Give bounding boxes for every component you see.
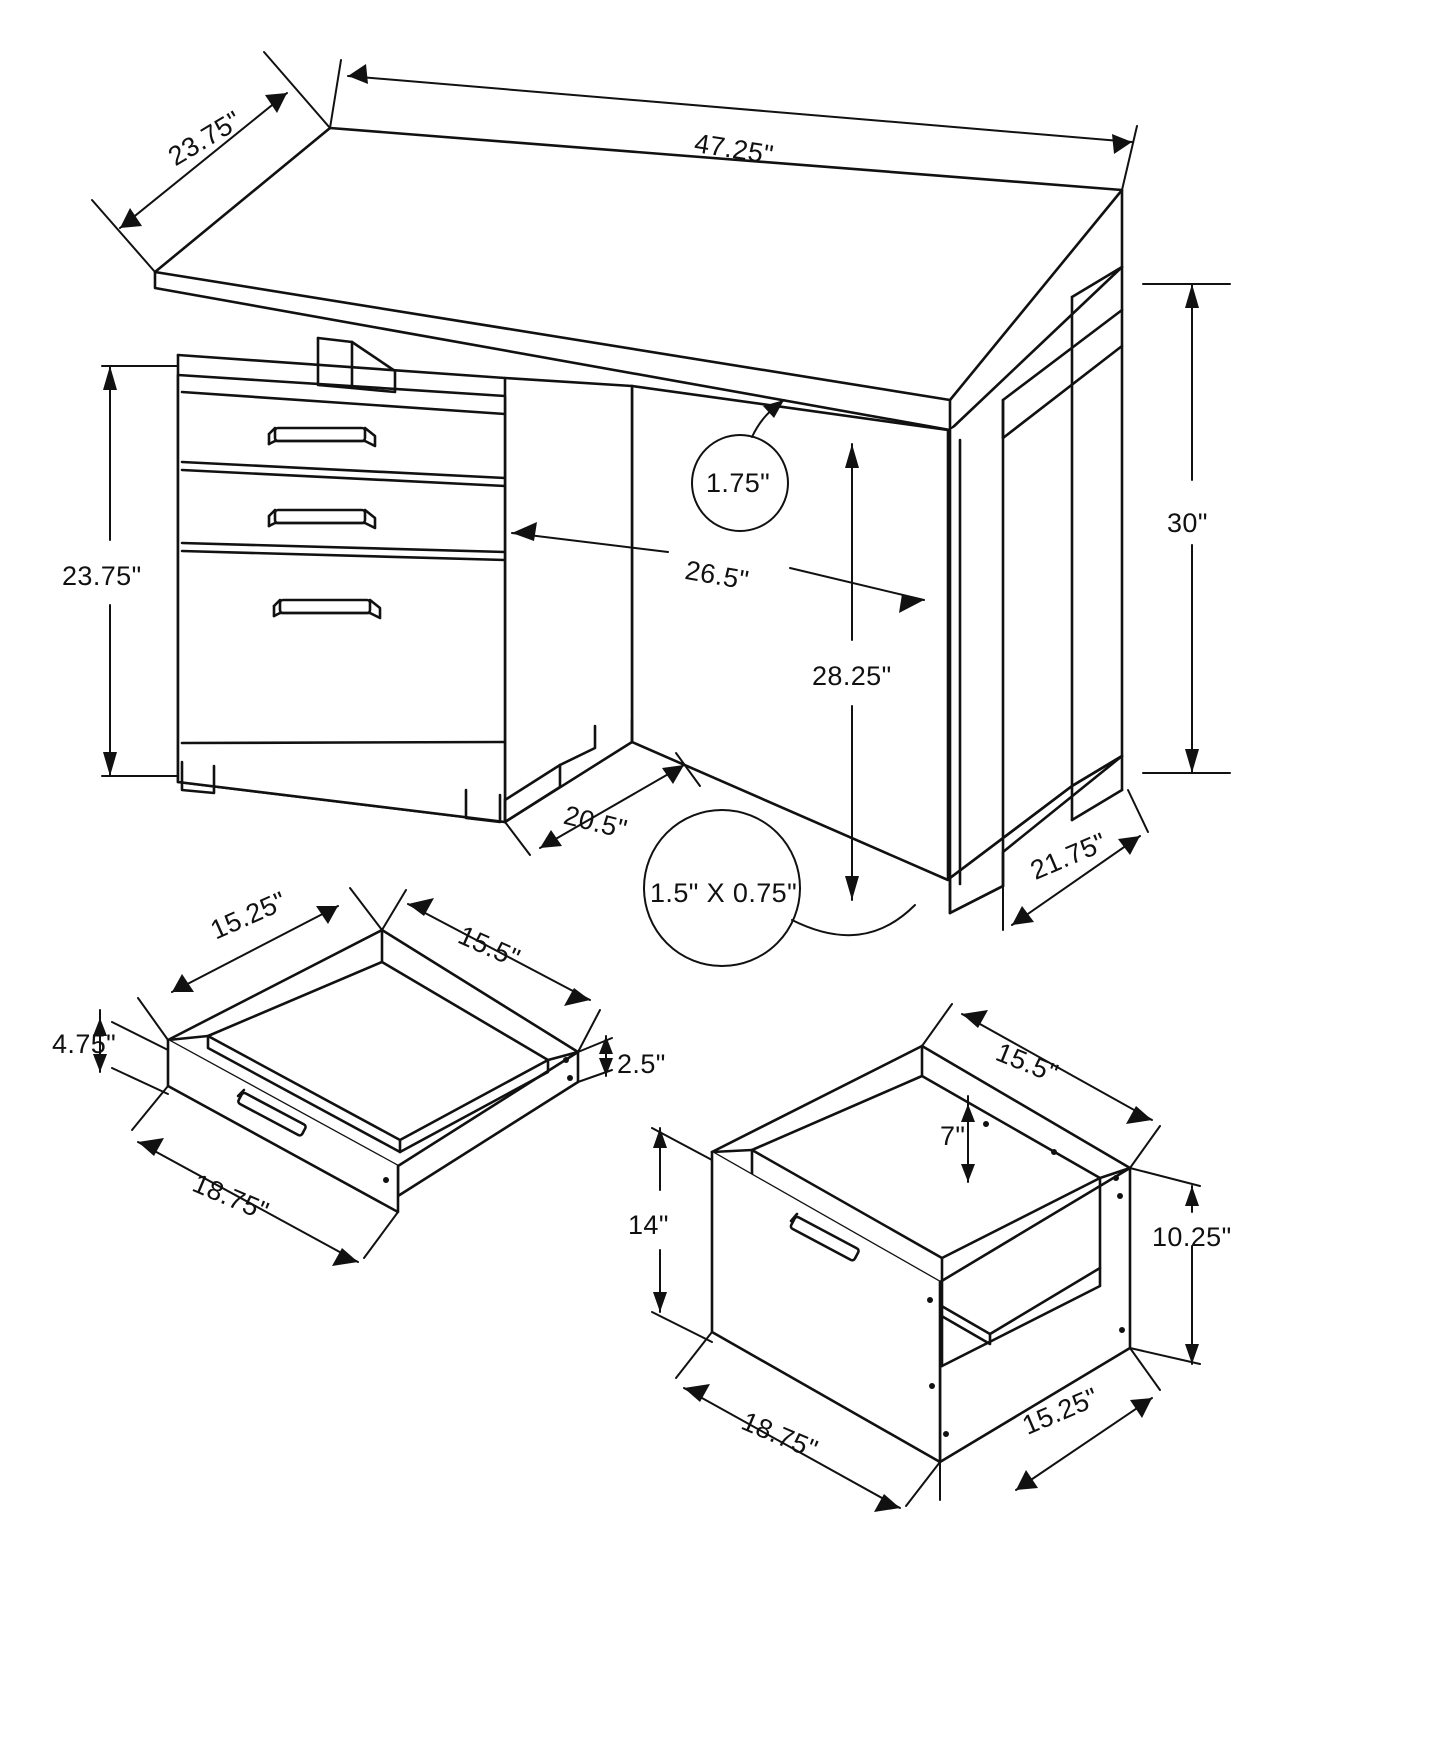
small-drawer-detail-art [168,930,578,1212]
dim-label-sd-side-height: 2.5" [617,1049,666,1079]
dim-label-overall-height: 30" [1167,508,1208,538]
dim-label-leg-profile: 1.5" X 0.75" [650,878,798,908]
dim-label-sd-inner-depth: 15.25" [206,885,291,946]
dim-label-fd-inner-height: 7" [940,1121,966,1151]
desk-back-panel [612,386,948,880]
dim-label-fd-inner-width: 15.5" [991,1037,1063,1089]
dim-label-fd-depth: 15.25" [1018,1381,1103,1441]
dim-fd-side-height [1130,1168,1200,1364]
dim-label-leg-depth: 21.75" [1026,826,1111,886]
dim-label-sd-front-width: 18.75" [188,1168,274,1227]
desk-cabinet [178,338,632,822]
dim-label-top-thickness: 1.75" [706,468,771,498]
dim-label-clearance-width: 26.5" [682,555,752,596]
dim-label-sd-front-height: 4.75" [52,1029,117,1059]
dim-label-leg-height: 28.25" [812,661,892,691]
dim-label-sd-inner-width: 15.5" [453,920,525,974]
dim-label-cabinet-height: 23.75" [62,561,142,591]
dim-label-top-depth: 23.75" [163,105,247,172]
dim-label-fd-front-height: 14" [628,1210,669,1240]
dim-label-fd-side-height: 10.25" [1152,1222,1232,1252]
dim-label-top-width: 47.25" [692,128,776,171]
dim-label-fd-front-width: 18.75" [737,1406,823,1465]
dim-label-cabinet-depth: 20.5" [560,800,631,845]
